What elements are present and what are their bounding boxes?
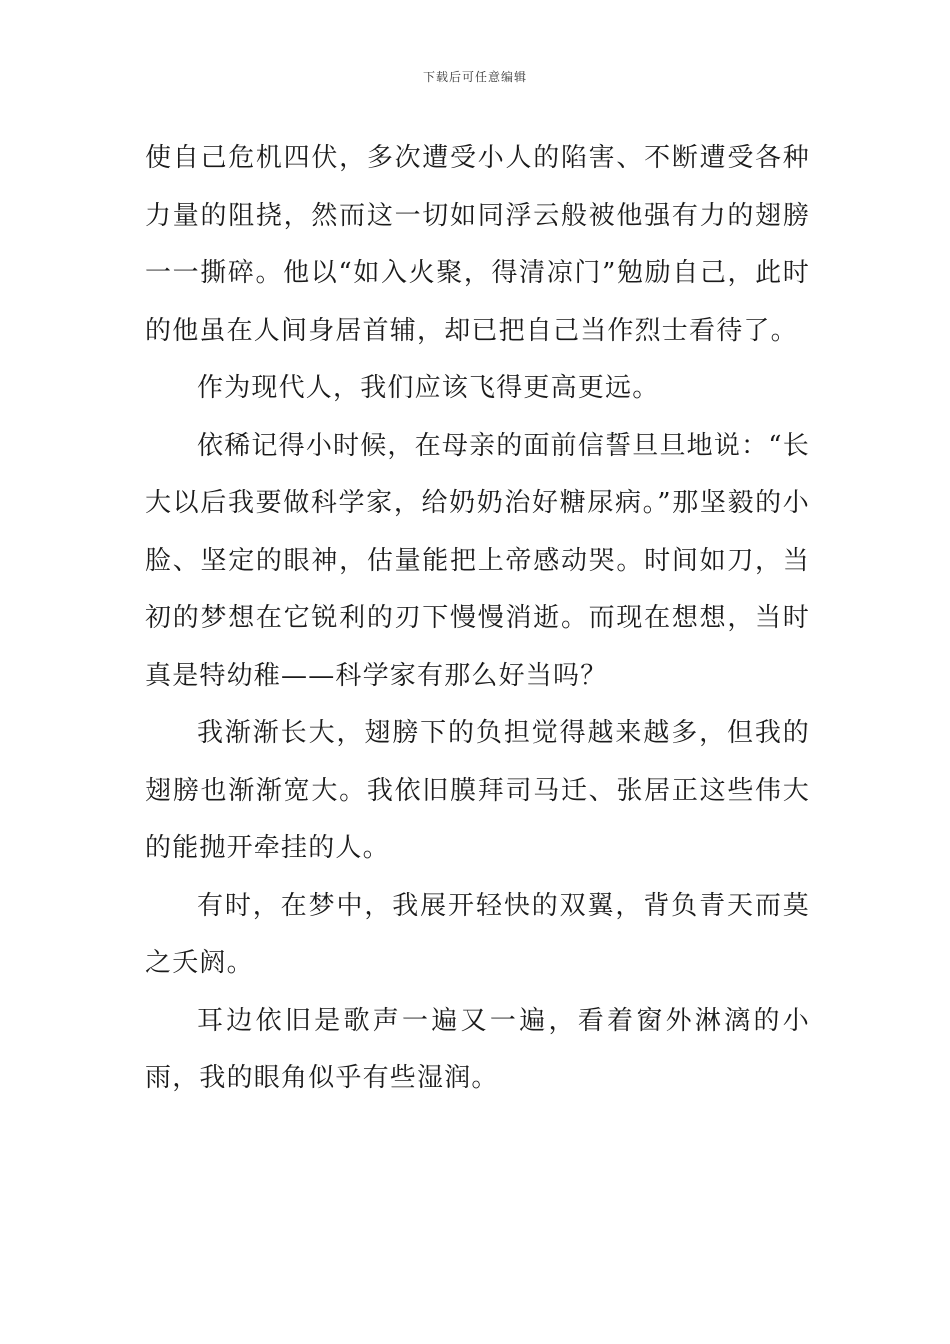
paragraph: 使自己危机四伏，多次遭受小人的陷害、不断遭受各种力量的阻挠，然而这一切如同浮云般被他强有力的翅膀一一撕碎。他以“如入火聚，得清凉门”勉励自己，此时的他虽在人间身居首辅，却已把自己当作烈士看待了。 bbox=[145, 143, 810, 346]
paragraph: 我渐渐长大，翅膀下的负担觉得越来越多，但我的翅膀也渐渐宽大。我依旧膜拜司马迁、张居正这些伟大的能抛开牵挂的人。 bbox=[145, 718, 810, 863]
paragraph: 作为现代人，我们应该飞得更高更远。 bbox=[197, 373, 660, 403]
page-header: 下载后可任意编辑 bbox=[422, 70, 527, 84]
paragraph: 有时，在梦中，我展开轻快的双翼，背负青天而莫之夭阏。 bbox=[145, 890, 810, 978]
paragraph: 耳边依旧是歌声一遍又一遍，看着窗外淋漓的小雨，我的眼角似乎有些湿润。 bbox=[145, 1005, 810, 1093]
paragraph: 依稀记得小时候，在母亲的面前信誓旦旦地说：“长大以后我要做科学家，给奶奶治好糖尿病。”那坚毅的小脸、坚定的眼神，估量能把上帝感动哭。时间如刀，当初的梦想在它锐利的刃下慢慢消逝。而现在想想，当时真是特幼稚——科学家有那么好当吗？ bbox=[145, 430, 810, 691]
document-body bbox=[145, 130, 810, 1108]
